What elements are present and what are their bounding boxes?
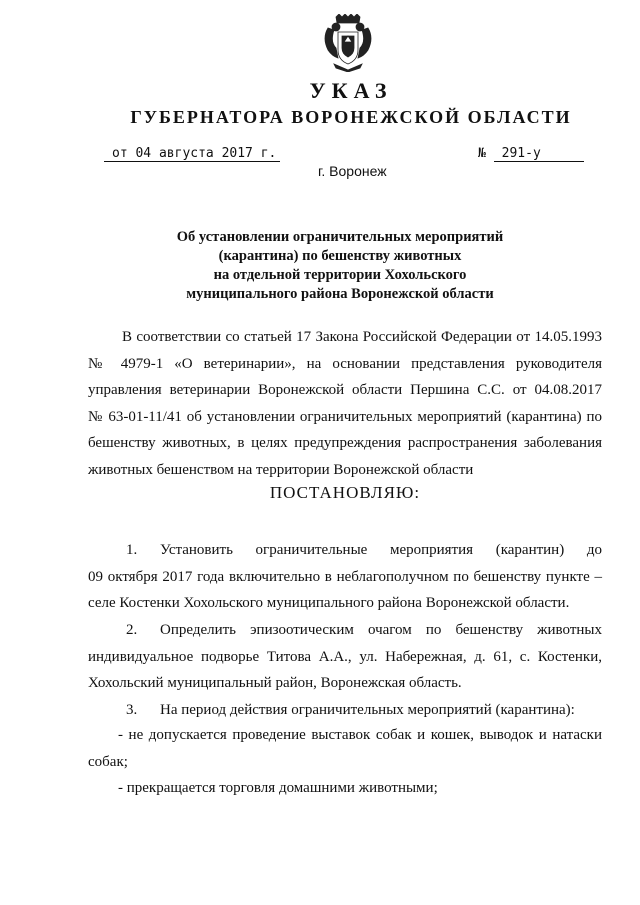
document-number: 291-у	[494, 146, 584, 162]
preamble-line: В соответствии со статьей 17 Закона Российской Федерации от 14.05.1993	[122, 329, 602, 345]
coat-of-arms-icon	[322, 14, 374, 72]
document-heading	[90, 228, 590, 304]
item-line: селе Костенки Хохольского муниципального района Воронежской области.	[88, 595, 570, 611]
document-title: УКАЗ	[309, 78, 393, 103]
item-line: Определить эпизоотическим очагом по бешенству животных	[160, 622, 602, 638]
item-first-line	[88, 617, 602, 644]
decree-word: ПОСТАНОВЛЯЮ:	[269, 483, 421, 502]
sub-item-paragraph	[88, 722, 602, 775]
document-date: от 04 августа 2017 г.	[104, 146, 280, 162]
item-line: Хохольский муниципальный район, Воронежская область.	[88, 675, 462, 691]
document-subtitle: ГУБЕРНАТОРА ВОРОНЕЖСКОЙ ОБЛАСТИ	[130, 107, 572, 127]
sub-item-line: собак;	[88, 753, 128, 770]
heading-line: Об установлении ограничительных мероприятий	[176, 229, 504, 245]
sub-item-line: - прекращается торговля домашними животными;	[118, 780, 438, 796]
heading-line: муниципального района Воронежской области	[186, 286, 494, 302]
document-city: г. Воронеж	[318, 163, 387, 179]
item-line: 09 октября 2017 года включительно в неблагополучном по бешенству пункте –	[88, 568, 602, 585]
item-line: индивидуальное подворье Титова А.А., ул. Набережная, д. 61, с. Костенки,	[88, 648, 602, 665]
preamble-paragraph	[88, 324, 602, 483]
item-number: 1.	[126, 542, 138, 558]
preamble-line: животных бешенством на территории Воронежской области	[88, 461, 474, 478]
item-first-line	[88, 537, 602, 564]
sub-item-paragraph	[88, 775, 602, 802]
item-number: 2.	[126, 622, 138, 638]
item-first-line	[88, 697, 602, 724]
heading-line: на отдельной территории Хохольского	[213, 267, 467, 283]
preamble-line: управления ветеринарии Воронежской области Першина С.С. от 04.08.2017	[88, 382, 602, 398]
heading-line: (карантина) по бешенству животных	[218, 248, 462, 264]
preamble-line: № 63-01-11/41 об установлении ограничительных мероприятий (карантина) по	[88, 408, 602, 425]
sub-item-line: - не допускается проведение выставок собак и кошек, выводок и натаски	[118, 727, 602, 743]
item-number: 3.	[126, 702, 138, 718]
item-paragraph	[88, 617, 602, 697]
item-paragraph	[88, 537, 602, 617]
item-paragraph	[88, 697, 602, 724]
number-prefix: №	[478, 146, 486, 161]
preamble-line: бешенству животных, в целях предупреждения распространения заболевания	[88, 435, 602, 451]
preamble-line: № 4979-1 «О ветеринарии», на основании представления руководителя	[88, 355, 602, 372]
item-line: Установить ограничительные мероприятия (карантин) до	[160, 542, 602, 558]
item-line: На период действия ограничительных мероприятий (карантина):	[160, 702, 575, 718]
document-number-block	[478, 146, 584, 162]
